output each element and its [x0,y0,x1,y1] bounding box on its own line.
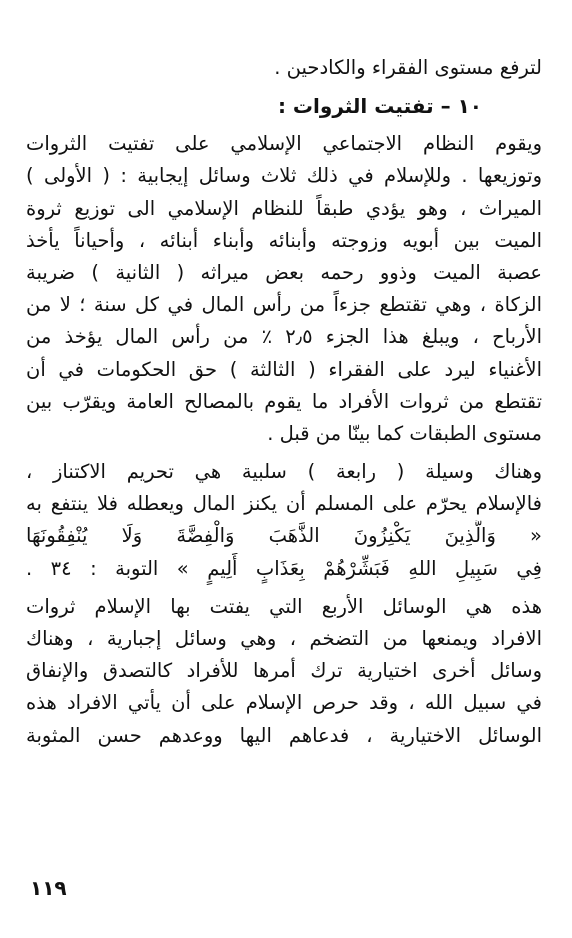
text-line: الميراث ، وهو يؤدي طبقاً للنظام الإسلامي الى توزيع ثروة [26,196,542,220]
text-line: الوسائل الاختيارية ، فدعاهم اليها ووعدهم حسن المثوبة [26,723,542,747]
text-line: وهناك وسيلة ( رابعة ) سلبية هي تحريم الاكتناز ، [26,460,542,484]
paragraph-inheritance [26,128,542,450]
text-line: الأغنياء ليرد على الفقراء ( الثالثة ) حق الحكومات في أن [26,357,542,381]
quran-verse-line: « وَالَّذِينَ يَكْنِزُونَ الذَّهَبَ وَالْفِضَّةَ وَلَا يُنْفِقُونَهَا [26,524,542,548]
page-number: ١١٩ [30,876,67,900]
quran-verse-line: فِي سَبِيلِ اللهِ فَبَشِّرْهُمْ بِعَذَابٍ أَلِيمٍ » التوبة : ٣٤ . [26,556,542,580]
text-line: تقتطع من ثروات الأفراد ما يقوم بالمصالح العامة ويقرّب بين [26,389,542,413]
text-line: الافراد ويمنعها من التضخم ، وهي وسائل إجبارية ، وهناك [26,627,542,650]
text-line: فالإسلام يحرّم على المسلم أن يكنز المال ويعطله فلا ينتفع به [26,492,542,516]
text-line: عصبة الميت وذوو رحمه بعض ميراثه ( الثانية ) ضريبة [26,260,542,284]
text-line: ويقوم النظام الاجتماعي الإسلامي على تفتيت الثروات [26,132,542,156]
paragraph-summary [26,591,542,752]
text-line: هذه هي الوسائل الأربع التي يفتت بها الإسلام ثروات [26,594,542,618]
text-line: الميت بين أبويه وزوجته وأبنائه وأبناء أبنائه ، وأحياناً يأخذ [26,228,542,252]
text-line: وسائل أخرى اختيارية ترك أمرها للأفراد كالتصدق والإنفاق [26,659,542,683]
text-line: لترفع مستوى الفقراء والكادحين . [274,56,542,79]
section-heading: ١٠ – تفتيت الثروات : [277,94,482,119]
paragraph-hoarding [26,456,542,585]
text-line: الزكاة ، وهي تقتطع جزءاً من رأس المال في كل سنة ؛ لا من [26,293,542,317]
text-line: مستوى الطبقات كما بينّا من قبل . [267,421,542,445]
text-line: في سبيل الله ، وقد حرص الإسلام على أن يأتي الافراد هذه [26,691,542,715]
text-line: وتوزيعها . وللإسلام في ذلك ثلاث وسائل إيجابية : ( الأولى ) [26,164,542,188]
text-line: الأرباح ، ويبلغ هذا الجزء ٢٫٥ ٪ من رأس المال يؤخذ من [26,325,542,349]
